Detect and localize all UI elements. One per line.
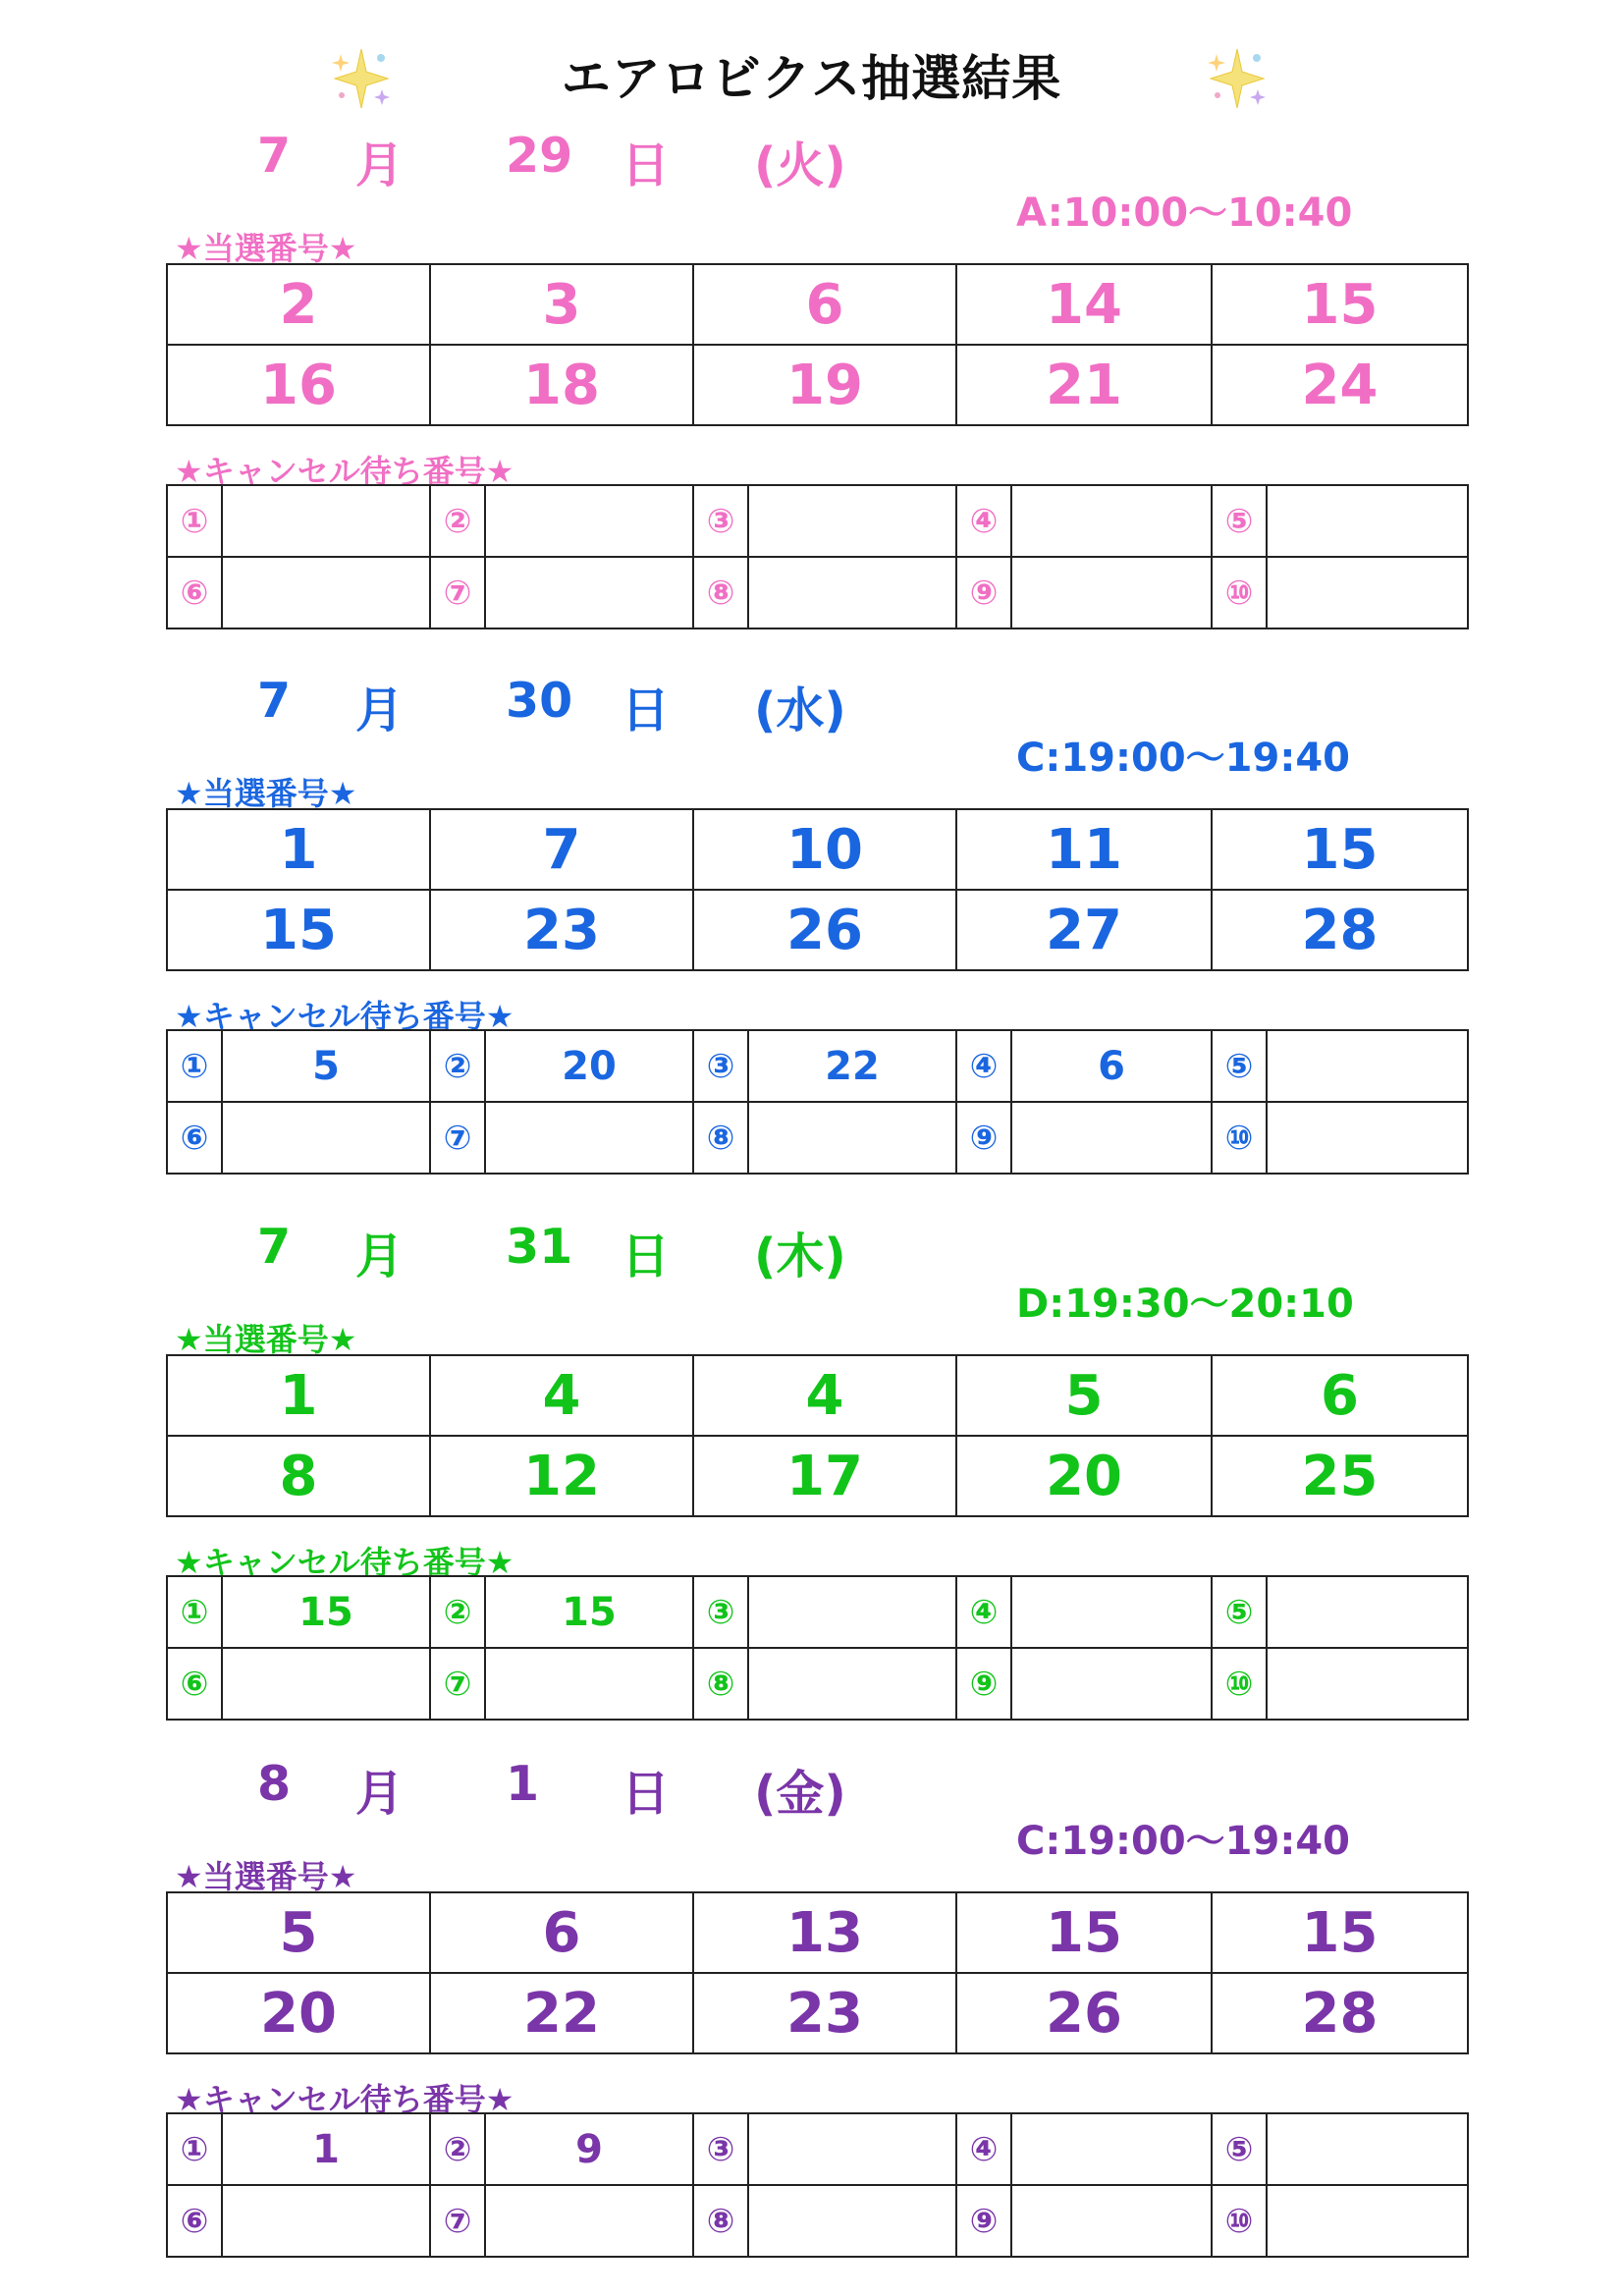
- date-day-unit: 日: [622, 1229, 671, 1285]
- cancel-number: [1267, 2185, 1468, 2257]
- winners-row: [167, 345, 1468, 425]
- cancel-index: ⑦: [430, 1102, 485, 1174]
- cancel-label: ★キャンセル待ち番号★: [175, 998, 514, 1035]
- date-day-unit: 日: [622, 137, 671, 193]
- winner-number: 5: [956, 1355, 1212, 1436]
- winners-row: [167, 1355, 1468, 1436]
- winners-table: [166, 263, 1469, 426]
- cancel-number: [748, 2113, 956, 2185]
- cancel-index: ②: [430, 1030, 485, 1102]
- date-weekday: (水): [754, 683, 846, 738]
- cancel-number: [1011, 2113, 1212, 2185]
- cancel-number: 5: [222, 1030, 430, 1102]
- date-month: 7: [257, 128, 292, 184]
- date-day-unit: 日: [622, 1766, 671, 1822]
- winner-number: 24: [1212, 345, 1468, 425]
- date-weekday: (金): [754, 1766, 846, 1822]
- winner-number: 22: [430, 1973, 693, 2053]
- cancel-index: ②: [430, 1576, 485, 1648]
- cancel-index: ⑥: [167, 1648, 222, 1720]
- cancel-number: [1267, 2113, 1468, 2185]
- date-month: 8: [257, 1756, 292, 1812]
- cancel-index: ②: [430, 485, 485, 557]
- cancel-index: ③: [693, 2113, 748, 2185]
- date-day: 31: [506, 1219, 573, 1275]
- cancel-number: [485, 2185, 693, 2257]
- winner-number: 13: [693, 1892, 956, 1973]
- date-section: [0, 545, 1623, 1158]
- winner-number: 15: [1212, 264, 1468, 345]
- cancel-index: ①: [167, 1030, 222, 1102]
- cancel-index: ④: [956, 485, 1011, 557]
- date-weekday: (木): [754, 1229, 846, 1285]
- cancel-index: ⑥: [167, 2185, 222, 2257]
- winner-number: 20: [167, 1973, 430, 2053]
- winners-row: [167, 264, 1468, 345]
- cancel-index: ⑩: [1212, 557, 1267, 629]
- winner-number: 4: [693, 1355, 956, 1436]
- cancel-index: ⑩: [1212, 1102, 1267, 1174]
- cancel-row: [167, 2113, 1468, 2185]
- cancel-index: ⑤: [1212, 1030, 1267, 1102]
- time-slot: C:19:00～19:40: [1016, 736, 1350, 781]
- cancel-number: [748, 2185, 956, 2257]
- winners-label: ★当選番号★: [175, 775, 357, 812]
- cancel-number: 15: [485, 1576, 693, 1648]
- winner-number: 25: [1212, 1436, 1468, 1516]
- date-day: 29: [506, 128, 573, 184]
- winners-row: [167, 1436, 1468, 1516]
- winners-row: [167, 1973, 1468, 2053]
- cancel-number: 9: [485, 2113, 693, 2185]
- cancel-number: 20: [485, 1030, 693, 1102]
- date-section: [0, 1091, 1623, 1704]
- date-month-unit: 月: [355, 683, 405, 738]
- winner-number: 15: [1212, 1892, 1468, 1973]
- winner-number: 15: [1212, 809, 1468, 890]
- winners-label: ★当選番号★: [175, 230, 357, 267]
- winner-number: 7: [430, 809, 693, 890]
- winner-number: 16: [167, 345, 430, 425]
- date-month-unit: 月: [355, 137, 405, 193]
- winners-row: [167, 809, 1468, 890]
- cancel-index: ⑤: [1212, 485, 1267, 557]
- cancel-index: ⑦: [430, 1648, 485, 1720]
- date-month-unit: 月: [355, 1229, 405, 1285]
- cancel-label: ★キャンセル待ち番号★: [175, 453, 514, 490]
- cancel-index: ⑨: [956, 2185, 1011, 2257]
- cancel-index: ⑧: [693, 2185, 748, 2257]
- cancel-index: ⑤: [1212, 2113, 1267, 2185]
- cancel-index: ⑧: [693, 1102, 748, 1174]
- cancel-label: ★キャンセル待ち番号★: [175, 2081, 514, 2118]
- winners-label: ★当選番号★: [175, 1858, 357, 1895]
- winner-number: 17: [693, 1436, 956, 1516]
- cancel-index: ③: [693, 1030, 748, 1102]
- winner-number: 23: [430, 890, 693, 970]
- cancel-index: ⑦: [430, 557, 485, 629]
- cancel-number: [1011, 2185, 1212, 2257]
- winners-table: [166, 1891, 1469, 2054]
- cancel-label: ★キャンセル待ち番号★: [175, 1544, 514, 1581]
- date-section: [0, 1628, 1623, 2241]
- cancel-number: [222, 2185, 430, 2257]
- date-month: 7: [257, 1219, 292, 1275]
- winners-table: [166, 1354, 1469, 1517]
- date-day-unit: 日: [622, 683, 671, 738]
- winners-row: [167, 890, 1468, 970]
- date-day: 1: [506, 1756, 540, 1812]
- winner-number: 18: [430, 345, 693, 425]
- cancel-index: ①: [167, 1576, 222, 1648]
- winner-number: 8: [167, 1436, 430, 1516]
- cancel-index: ⑨: [956, 1102, 1011, 1174]
- cancel-number: 1: [222, 2113, 430, 2185]
- winner-number: 2: [167, 264, 430, 345]
- cancel-index: ⑧: [693, 557, 748, 629]
- winner-number: 6: [430, 1892, 693, 1973]
- winners-row: [167, 1892, 1468, 1973]
- cancel-index: ④: [956, 1576, 1011, 1648]
- cancel-index: ⑦: [430, 2185, 485, 2257]
- page-title: エアロビクス抽選結果: [561, 50, 1062, 107]
- cancel-index: ⑨: [956, 1648, 1011, 1720]
- winner-number: 23: [693, 1973, 956, 2053]
- cancel-index: ⑥: [167, 557, 222, 629]
- cancel-index: ⑩: [1212, 1648, 1267, 1720]
- winner-number: 15: [956, 1892, 1212, 1973]
- winner-number: 27: [956, 890, 1212, 970]
- winner-number: 5: [167, 1892, 430, 1973]
- cancel-index: ③: [693, 485, 748, 557]
- cancel-index: ③: [693, 1576, 748, 1648]
- cancel-table: [166, 2112, 1469, 2258]
- cancel-index: ①: [167, 485, 222, 557]
- winner-number: 20: [956, 1436, 1212, 1516]
- winner-number: 1: [167, 1355, 430, 1436]
- winner-number: 3: [430, 264, 693, 345]
- winner-number: 15: [167, 890, 430, 970]
- winner-number: 21: [956, 345, 1212, 425]
- winner-number: 4: [430, 1355, 693, 1436]
- winner-number: 6: [693, 264, 956, 345]
- winner-number: 26: [693, 890, 956, 970]
- cancel-index: ⑤: [1212, 1576, 1267, 1648]
- winner-number: 10: [693, 809, 956, 890]
- cancel-index: ⑧: [693, 1648, 748, 1720]
- time-slot: C:19:00～19:40: [1016, 1819, 1350, 1864]
- winner-number: 12: [430, 1436, 693, 1516]
- winner-number: 19: [693, 345, 956, 425]
- date-day: 30: [506, 673, 573, 729]
- cancel-number: 22: [748, 1030, 956, 1102]
- date-weekday: (火): [754, 137, 846, 193]
- cancel-number: 6: [1011, 1030, 1212, 1102]
- winner-number: 14: [956, 264, 1212, 345]
- cancel-index: ⑨: [956, 557, 1011, 629]
- time-slot: A:10:00～10:40: [1016, 191, 1353, 236]
- cancel-index: ⑩: [1212, 2185, 1267, 2257]
- cancel-index: ④: [956, 2113, 1011, 2185]
- cancel-index: ⑥: [167, 1102, 222, 1174]
- cancel-number: 15: [222, 1576, 430, 1648]
- winner-number: 11: [956, 809, 1212, 890]
- winner-number: 28: [1212, 890, 1468, 970]
- cancel-row: [167, 2185, 1468, 2257]
- cancel-index: ②: [430, 2113, 485, 2185]
- cancel-index: ④: [956, 1030, 1011, 1102]
- date-month-unit: 月: [355, 1766, 405, 1822]
- date-month: 7: [257, 673, 292, 729]
- winner-number: 26: [956, 1973, 1212, 2053]
- winner-number: 28: [1212, 1973, 1468, 2053]
- time-slot: D:19:30～20:10: [1016, 1282, 1354, 1327]
- winners-label: ★当選番号★: [175, 1321, 357, 1358]
- winners-table: [166, 808, 1469, 971]
- cancel-index: ①: [167, 2113, 222, 2185]
- winner-number: 1: [167, 809, 430, 890]
- winner-number: 6: [1212, 1355, 1468, 1436]
- date-section: [0, 0, 1623, 613]
